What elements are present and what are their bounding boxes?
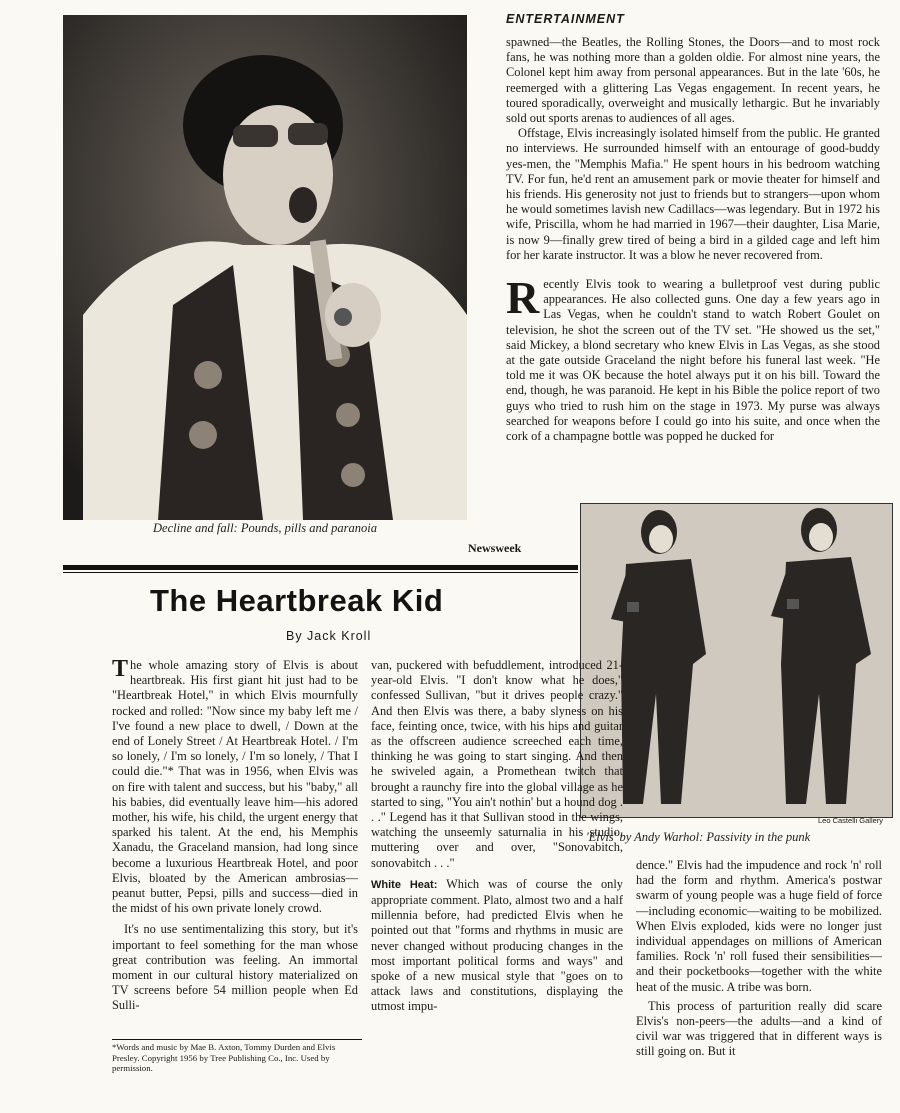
photo-illustration — [63, 15, 467, 520]
headline-rule — [63, 565, 578, 570]
dropcap-t: T — [112, 658, 129, 682]
article-column-1 — [112, 658, 358, 1038]
article-byline: By Jack Kroll — [286, 629, 372, 643]
top-right-p2: Offstage, Elvis increasingly isolated himself from the public. He granted no interviews. He surrounded himself with an entourage of good-buddy yes-men, the "Memphis Mafia." He spent hours in his bedroom watching TV. For fun, he'd rent an amusement park or movie theater for himself and his friends. His generosity not just to friends but to strangers—upon whom he would sometimes lavish new Cadillacs—was legendary. But in 1972 his wife, Priscilla, whom he had married in 1967—their daughter, Lisa Marie, is now 9—finally grew tired of being a bird in a gilded cage and left him for her karate instructor. It was a blow he never recovered from. — [506, 126, 880, 262]
col1-p2: It's no use sentimentalizing this story, but it's important to feel something for the man whose great contribution was feeling. An immortal moment in our cultural history materialized on TV screens before 54 million people when Ed Sulli- — [112, 922, 358, 1013]
col3-p1: dence." Elvis had the impudence and rock 'n' roll had the form and rhythm. America's postwar swarm of young people was a huge field of force—including economic—waiting to be mobilized. When Elvis exploded, kids were no longer just individual appendages on millions of American families. Rock 'n' roll fused their sensibilities—and their pocketbooks—together with the white heat of the music. A tribe was born. — [636, 858, 882, 994]
col1-p1 — [112, 658, 358, 916]
white-heat-runin: White Heat: — [371, 878, 438, 891]
section-label: ENTERTAINMENT — [506, 12, 625, 26]
footnote: *Words and music by Mae B. Axton, Tommy Durden and Elvis Presley. Copyright 1956 by Tree Publishing Co., Inc. Used by permission. — [112, 1042, 336, 1073]
warhol-caption: 'Elvis' by Andy Warhol: Passivity in the punk — [586, 830, 811, 844]
headline-rule-thin — [63, 572, 578, 573]
article-column-2 — [371, 658, 623, 1074]
top-right-column — [506, 35, 880, 493]
top-right-p3 — [506, 272, 880, 444]
col2-p2-text: Which was of course the only appropriate comment. Plato, almost two and a half millennia before, had predicted Elvis when he pointed out that "forms and rhythms in music are never changed without producing changes in the most important political forms and ways" and spoke of a new musical style that "goes on to attack laws and constitutions, displaying the utmost impu- — [371, 876, 623, 1014]
article-headline: The Heartbreak Kid — [150, 583, 444, 618]
newsweek-logo: Newsweek — [468, 541, 522, 555]
col1-p1-text: he whole amazing story of Elvis is about heartbreak. His first giant hit just had to be "Heartbreak Hotel," in which Elvis mournfully rocked and rolled: "Now since my baby left me / I've found a new place to dwell, / Down at the end of Lonely Street / At Heartbreak Hotel. / I'm so lonely, / I'm so lonely, / I'm so lonely, / That I could die."* That was in 1956, when Elvis was on fire with talent and success, but his "baby," all his babies, did eventually leave him—his adored mother, his wife, his child, the urgent energy that sparked his talent. At the end, his Memphis Xanadu, the Graceland mansion, had long since become a luxurious Heartbreak Hotel, and poor Elvis, bloated by the American ambrosias—peanut butter, Pepsi, pills and success—died in the midst of his own private lonely crowd. — [112, 658, 358, 916]
col2-p2 — [371, 877, 623, 1015]
top-right-p1: spawned—the Beatles, the Rolling Stones, the Doors—and to most rock fans, he was nothing more than a golden oldie. For almost nine years, the Colonel kept him away from personal appearances. But in the late '60s, he reemerged with a glittering Las Vegas engagement. In recent years, he toured sporadically, overweight and musically lethargic. But he invariably sold out sports arenas to audiences of all ages. — [506, 35, 880, 126]
col2-p1: van, puckered with befuddlement, introduced 21-year-old Elvis. "I don't know what he does," confessed Sullivan, "but it drives people crazy." And then Elvis was there, a baby slyness on his face, feinting once, twice, with his hips and guitar as the offscreen audience screeched each time, thinking he was going to start singing. And then he swiveled again, a Promethean twitch that brought a raunchy fire into the global village as he started to sing, "You ain't nothin' but a hound dog . . ." Legend has it that Sullivan stood in the wings, watching the unseemly saturnalia in his studio, muttering over and over, "Sonovabitch, sonovabitch . . ." — [371, 658, 623, 870]
warhol-illustration — [581, 504, 892, 817]
elvis-performing-photo — [63, 15, 467, 520]
col3-p2: This process of parturition really did scare Elvis's non-peers—the adults—and a kind of civil war was triggered that in different ways is still going on. But it — [636, 998, 882, 1059]
warhol-elvis-photo — [580, 503, 893, 818]
footnote-rule — [112, 1039, 362, 1040]
photo-credit: Leo Castelli Gallery — [818, 816, 884, 825]
article-column-3 — [636, 858, 882, 1074]
top-right-p3-text: ecently Elvis took to wearing a bulletproof vest during public appearances. He also collected guns. One day a few years ago in Las Vegas, when he couldn't stand to watch Robert Goulet on television, he shot the screen out of the TV set. "He showed us the set," said Mickey, a blond secretary who knew Elvis in Las Vegas, as she stood at the gate outside Graceland the night before his funeral last week. "He told me it was OK because the hotel always put it on his bill. Toward the end, though, he was paranoid. He kept in his Bible the police report of two guys who tried to rush him on the stage in 1973. My purse was always searched for weapons before I could go into his suite, and once when the cork of a champagne bottle was popped he ducked for — [506, 277, 880, 444]
dropcap-r: R — [506, 272, 540, 324]
top-photo-caption: Decline and fall: Pounds, pills and paranoia — [153, 521, 377, 535]
